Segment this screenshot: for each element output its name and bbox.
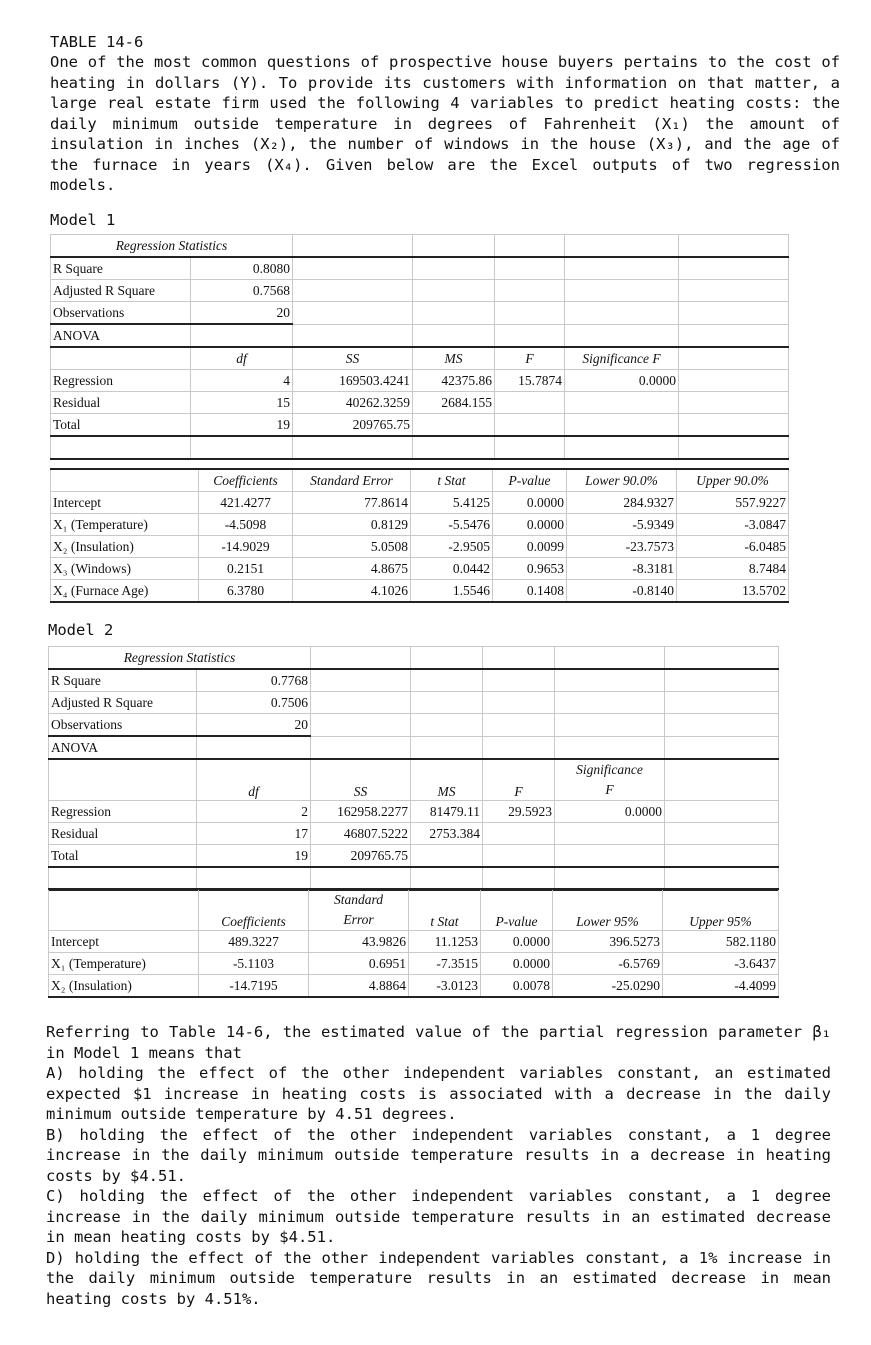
coef-value: 489.3227 [199, 931, 309, 953]
anova-f: 29.5923 [483, 801, 555, 823]
question-block [46, 1022, 831, 1309]
anova-header: Significance [576, 762, 643, 777]
coef-upper: -3.0847 [677, 514, 789, 536]
coef-upper: 557.9227 [677, 492, 789, 514]
coef-header: Lower 90.0% [567, 469, 677, 492]
coef-lower: -25.0290 [553, 975, 663, 998]
anova-sig: 0.0000 [565, 370, 679, 392]
coef-p: 0.9653 [493, 558, 567, 580]
coef-lower: -8.3181 [567, 558, 677, 580]
coef-row-label: Intercept [49, 931, 199, 953]
anova-df: 19 [197, 845, 311, 868]
coef-header: Coefficients [199, 469, 293, 492]
coef-se: 4.8675 [293, 558, 411, 580]
anova-header: MS [413, 347, 495, 370]
coef-header: Standard [333, 892, 383, 907]
reg-stats-header: Regression Statistics [49, 647, 311, 670]
coef-se: 5.0508 [293, 536, 411, 558]
coef-row-label: X₁ (Temperature) [51, 514, 199, 536]
coef-upper: 13.5702 [677, 580, 789, 603]
reg-stat-label: R Square [49, 669, 197, 692]
coef-lower: -5.9349 [567, 514, 677, 536]
model1-anova-block [50, 234, 789, 460]
anova-label: ANOVA [51, 324, 191, 347]
coef-header: Standard Error [293, 469, 411, 492]
coef-lower: -23.7573 [567, 536, 677, 558]
coef-value: -14.7195 [199, 975, 309, 998]
coef-value: -4.5098 [199, 514, 293, 536]
question-stem: Referring to Table 14-6, the estimated value of the partial regression parameter β₁ in Model 1 means that [46, 1023, 831, 1062]
coef-header: t Stat [411, 469, 493, 492]
coef-se: 77.8614 [293, 492, 411, 514]
option-c[interactable]: C) holding the effect of the other independent variables constant, a 1 degree increase in the daily minimum outside temperature results in an estimated decrease in mean heating costs by $4.51. [46, 1187, 831, 1246]
coef-header: Upper 95% [663, 889, 779, 931]
anova-df: 17 [197, 823, 311, 845]
anova-ms: 42375.86 [413, 370, 495, 392]
anova-ss: 162958.2277 [311, 801, 411, 823]
anova-f: 15.7874 [495, 370, 565, 392]
coef-value: -14.9029 [199, 536, 293, 558]
coef-t: -2.9505 [411, 536, 493, 558]
coef-lower: 284.9327 [567, 492, 677, 514]
anova-header: F [495, 347, 565, 370]
coef-header: P-value [481, 889, 553, 931]
anova-df: 19 [191, 414, 293, 437]
coef-row-label: X₁ (Temperature) [49, 953, 199, 975]
anova-ss: 209765.75 [293, 414, 413, 437]
coef-header-se [309, 889, 409, 931]
reg-stat-value: 0.7506 [197, 692, 311, 714]
intro-paragraph: One of the most common questions of prospective house buyers pertains to the cost of heating in dollars (Y). To provide its customers with information on that matter, a large real estate firm used the following 4 variables to predict heating costs: the daily minimum outside temperature in degrees of Fahrenheit (X₁) the amount of insulation in inches (X₂), the number of windows in the house (X₃), and the age of the furnace in years (X₄). Given below are the Excel outputs of two regression models. [50, 53, 840, 194]
anova-header: Significance F [565, 347, 679, 370]
coef-t: -5.5476 [411, 514, 493, 536]
coef-value: -5.1103 [199, 953, 309, 975]
coef-row-label: X₄ (Furnace Age) [51, 580, 199, 603]
anova-ss: 209765.75 [311, 845, 411, 868]
reg-stat-label: Adjusted R Square [49, 692, 197, 714]
anova-header: SS [293, 347, 413, 370]
coef-row-label: X₃ (Windows) [51, 558, 199, 580]
option-b[interactable]: B) holding the effect of the other independent variables constant, a 1 degree increase in the daily minimum outside temperature results in a decrease in heating costs by $4.51. [46, 1125, 831, 1185]
model1-label: Model 1 [50, 211, 116, 229]
reg-stat-label: Adjusted R Square [51, 280, 191, 302]
coef-t: -7.3515 [409, 953, 481, 975]
coef-p: 0.0099 [493, 536, 567, 558]
anova-sig: 0.0000 [555, 801, 665, 823]
anova-df: 2 [197, 801, 311, 823]
coef-se: 0.6951 [309, 953, 409, 975]
coef-se: 4.8864 [309, 975, 409, 998]
coef-row-label: X₂ (Insulation) [49, 975, 199, 998]
anova-df: 4 [191, 370, 293, 392]
coef-lower: -0.8140 [567, 580, 677, 603]
coef-t: 1.5546 [411, 580, 493, 603]
coef-t: 5.4125 [411, 492, 493, 514]
model2-coef-block [48, 888, 779, 998]
anova-header-sig [555, 759, 665, 801]
anova-ss: 169503.4241 [293, 370, 413, 392]
anova-header: F [483, 759, 555, 801]
reg-stat-value: 20 [197, 714, 311, 737]
reg-stats-header: Regression Statistics [51, 235, 293, 258]
reg-stat-value: 0.7568 [191, 280, 293, 302]
anova-ms: 2753.384 [411, 823, 483, 845]
coef-p: 0.0078 [481, 975, 553, 998]
coef-p: 0.0000 [493, 492, 567, 514]
coef-se: 43.9826 [309, 931, 409, 953]
reg-stat-label: R Square [51, 257, 191, 280]
coef-lower: -6.5769 [553, 953, 663, 975]
anova-ss: 40262.3259 [293, 392, 413, 414]
anova-header: SS [311, 759, 411, 801]
reg-stat-value: 20 [191, 302, 293, 325]
model1-coef-block [50, 468, 789, 603]
coef-header: Error [343, 912, 374, 927]
anova-row-label: Total [49, 845, 197, 868]
coef-upper: 8.7484 [677, 558, 789, 580]
coef-header: Upper 90.0% [677, 469, 789, 492]
coef-t: 11.1253 [409, 931, 481, 953]
coef-t: -3.0123 [409, 975, 481, 998]
coef-header: Lower 95% [553, 889, 663, 931]
anova-row-label: Regression [49, 801, 197, 823]
anova-row-label: Residual [49, 823, 197, 845]
coef-value: 421.4277 [199, 492, 293, 514]
coef-p: 0.0000 [481, 953, 553, 975]
anova-row-label: Regression [51, 370, 191, 392]
reg-stat-value: 0.8080 [191, 257, 293, 280]
anova-row-label: Residual [51, 392, 191, 414]
coef-p: 0.0000 [493, 514, 567, 536]
anova-df: 15 [191, 392, 293, 414]
coef-t: 0.0442 [411, 558, 493, 580]
option-a[interactable]: A) holding the effect of the other independent variables constant, an estimated expected $1 increase in heating costs is associated with a decrease in the daily minimum outside temperature by 4.51 degrees. [46, 1064, 831, 1123]
coef-header: Coefficients [199, 889, 309, 931]
anova-ss: 46807.5222 [311, 823, 411, 845]
reg-stat-value: 0.7768 [197, 669, 311, 692]
coef-row-label: X₂ (Insulation) [51, 536, 199, 558]
anova-ms: 2684.155 [413, 392, 495, 414]
anova-header: df [191, 347, 293, 370]
coef-header: P-value [493, 469, 567, 492]
anova-header: df [197, 759, 311, 801]
coef-lower: 396.5273 [553, 931, 663, 953]
anova-header: MS [411, 759, 483, 801]
anova-label: ANOVA [49, 736, 197, 759]
coef-upper: 582.1180 [663, 931, 779, 953]
coef-upper: -3.6437 [663, 953, 779, 975]
coef-header: t Stat [409, 889, 481, 931]
coef-value: 6.3780 [199, 580, 293, 603]
coef-row-label: Intercept [51, 492, 199, 514]
coef-value: 0.2151 [199, 558, 293, 580]
reg-stat-label: Observations [49, 714, 197, 737]
coef-upper: -6.0485 [677, 536, 789, 558]
coef-se: 4.1026 [293, 580, 411, 603]
reg-stat-label: Observations [51, 302, 191, 325]
model2-anova-block [48, 646, 779, 891]
option-d[interactable]: D) holding the effect of the other independent variables constant, a 1% increase in the daily minimum outside temperature results in an estimated decrease in mean heating costs by 4.51%. [46, 1248, 831, 1308]
anova-row-label: Total [51, 414, 191, 437]
anova-header: F [605, 782, 614, 797]
coef-upper: -4.4099 [663, 975, 779, 998]
coef-se: 0.8129 [293, 514, 411, 536]
coef-p: 0.1408 [493, 580, 567, 603]
anova-ms: 81479.11 [411, 801, 483, 823]
model2-label: Model 2 [48, 621, 114, 639]
table-title: TABLE 14-6 [50, 33, 144, 51]
coef-p: 0.0000 [481, 931, 553, 953]
